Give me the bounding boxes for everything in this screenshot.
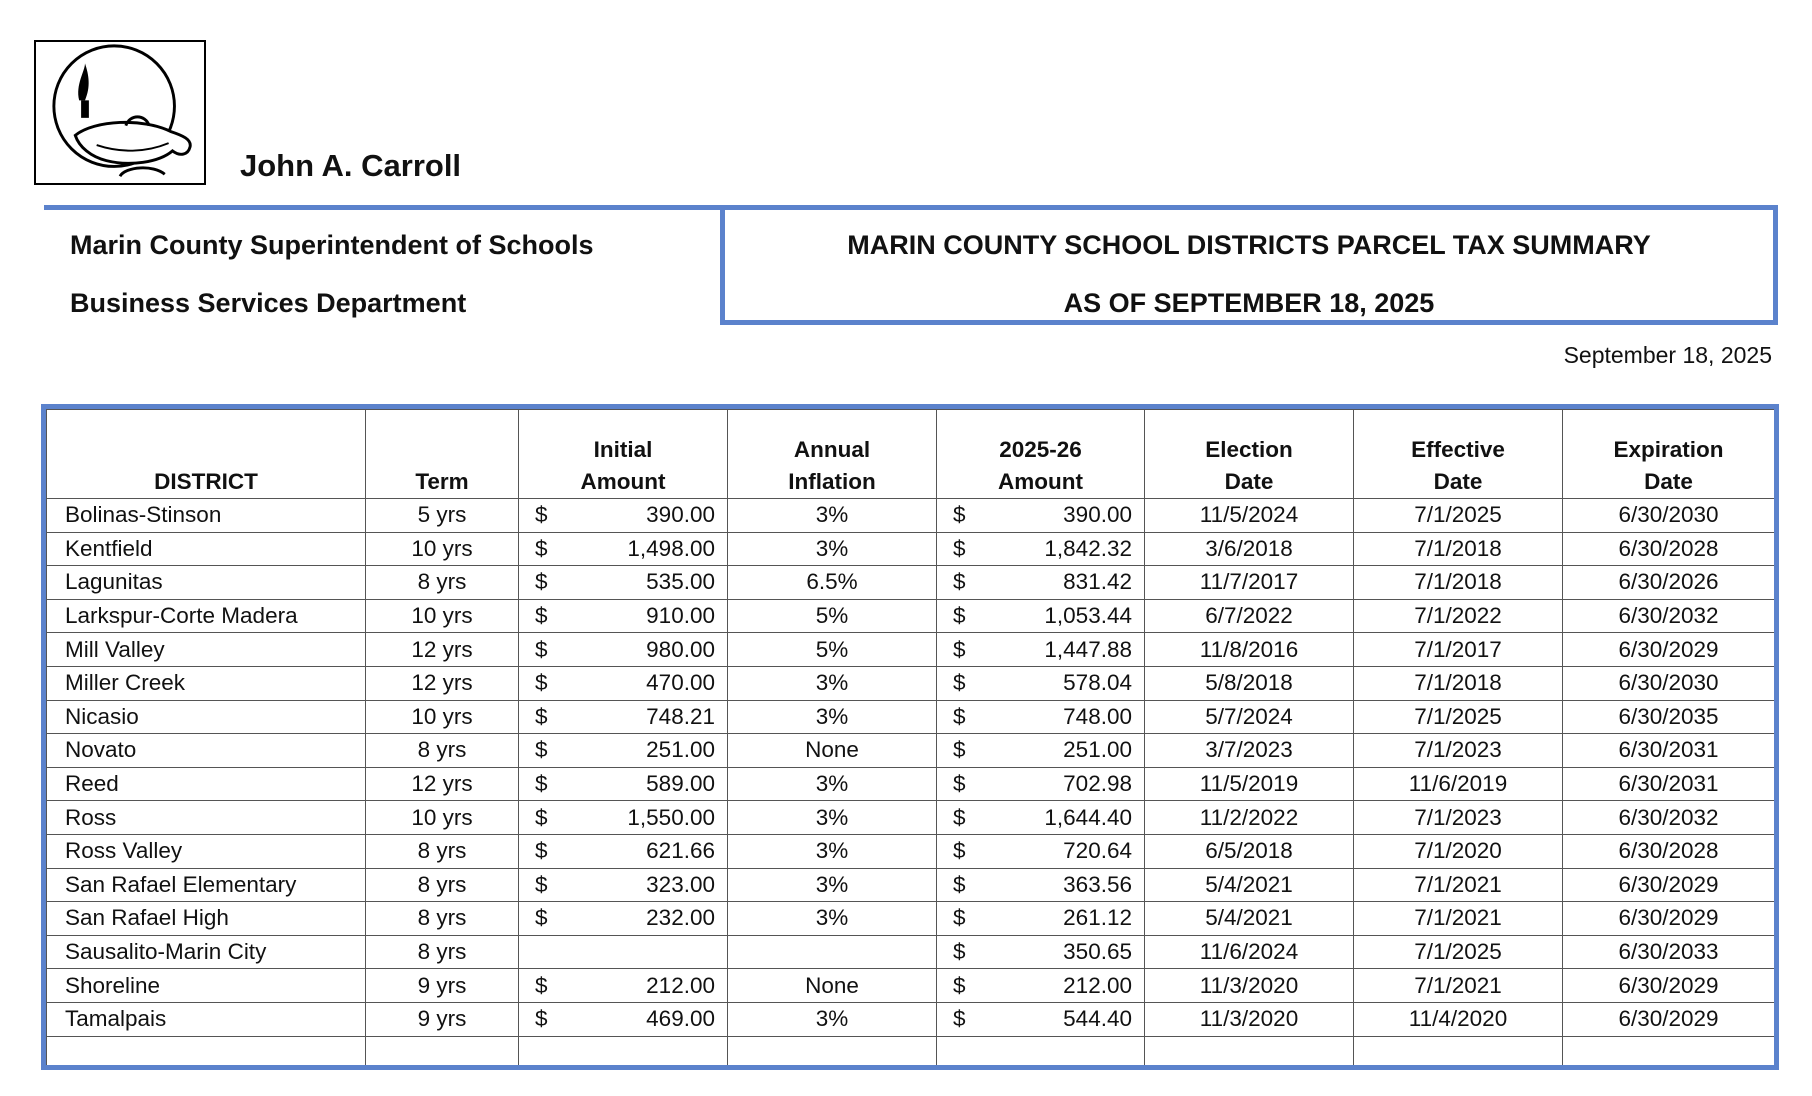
cell-district: Kentfield [47, 532, 366, 566]
table-row [47, 801, 1775, 835]
current-amount-value: 251.00 [1063, 737, 1132, 763]
cell-effective-date: 7/1/2021 [1354, 868, 1563, 902]
report-date: September 18, 2025 [1563, 342, 1772, 368]
cell-district: Reed [47, 767, 366, 801]
column-header-effective-date: Effective Date [1354, 410, 1563, 499]
cell-term: 8 yrs [366, 902, 519, 936]
currency-symbol: $ [953, 502, 966, 528]
cell-annual-inflation: None [728, 734, 937, 768]
table-row [47, 666, 1775, 700]
cell-expiration-date: 6/30/2029 [1563, 1002, 1775, 1036]
cell-effective-date: 7/1/2022 [1354, 599, 1563, 633]
cell-annual-inflation: None [728, 969, 937, 1003]
cell-initial-amount [519, 1002, 728, 1036]
cell-election-date: 3/6/2018 [1145, 532, 1354, 566]
initial-amount-value: 1,498.00 [627, 535, 715, 561]
cell-district: Novato [47, 734, 366, 768]
table-row [47, 834, 1775, 868]
cell-district: Miller Creek [47, 666, 366, 700]
initial-amount-value: 621.66 [646, 838, 715, 864]
currency-symbol: $ [953, 771, 966, 797]
cell-term: 10 yrs [366, 599, 519, 633]
cell-district: Sausalito-Marin City [47, 935, 366, 969]
cell-district: Nicasio [47, 700, 366, 734]
cell-expiration-date: 6/30/2028 [1563, 834, 1775, 868]
cell-annual-inflation: 3% [728, 868, 937, 902]
cell-initial-amount [519, 734, 728, 768]
cell-election-date: 11/6/2024 [1145, 935, 1354, 969]
currency-symbol: $ [953, 972, 966, 998]
cell-annual-inflation: 3% [728, 902, 937, 936]
cell-current-amount [937, 599, 1145, 633]
cell-term: 9 yrs [366, 969, 519, 1003]
column-header-term: Term [366, 410, 519, 499]
cell-annual-inflation: 3% [728, 834, 937, 868]
cell-current-amount [937, 834, 1145, 868]
cell-initial-amount [519, 902, 728, 936]
cell-election-date: 11/2/2022 [1145, 801, 1354, 835]
cell-election-date: 5/4/2021 [1145, 868, 1354, 902]
report-subtitle: AS OF SEPTEMBER 18, 2025 [1063, 288, 1435, 318]
cell-effective-date: 7/1/2018 [1354, 566, 1563, 600]
cell-initial-amount [519, 868, 728, 902]
currency-symbol: $ [953, 905, 966, 931]
initial-amount-value: 470.00 [646, 670, 715, 696]
cell-current-amount [937, 969, 1145, 1003]
column-header-current-amount: 2025-26 Amount [937, 410, 1145, 499]
initial-amount-value: 469.00 [646, 1006, 715, 1032]
currency-symbol: $ [535, 905, 548, 931]
current-amount-value: 363.56 [1063, 871, 1132, 897]
current-amount-value: 748.00 [1063, 703, 1132, 729]
currency-symbol: $ [535, 703, 548, 729]
currency-symbol: $ [953, 939, 966, 965]
logo-drawing [36, 42, 204, 183]
cell-initial-amount [519, 599, 728, 633]
cell-term: 10 yrs [366, 700, 519, 734]
cell-term: 12 yrs [366, 666, 519, 700]
currency-symbol: $ [535, 502, 548, 528]
cell-district: Lagunitas [47, 566, 366, 600]
cell-effective-date: 7/1/2021 [1354, 902, 1563, 936]
cell-effective-date: 7/1/2025 [1354, 935, 1563, 969]
table-row [47, 969, 1775, 1003]
table-row [47, 599, 1775, 633]
cell-expiration-date: 6/30/2029 [1563, 902, 1775, 936]
currency-symbol: $ [953, 871, 966, 897]
cell-initial-amount [519, 834, 728, 868]
cell-term: 10 yrs [366, 801, 519, 835]
currency-symbol: $ [953, 838, 966, 864]
cell-district: Mill Valley [47, 633, 366, 667]
cell-expiration-date: 6/30/2031 [1563, 734, 1775, 768]
cell-effective-date: 7/1/2020 [1354, 834, 1563, 868]
cell-effective-date: 7/1/2023 [1354, 801, 1563, 835]
signer-name: John A. Carroll [240, 148, 462, 183]
currency-symbol: $ [535, 972, 548, 998]
currency-symbol: $ [535, 569, 548, 595]
cell-initial-amount [519, 666, 728, 700]
table-row [47, 532, 1775, 566]
cell-annual-inflation: 5% [728, 633, 937, 667]
department-name: Business Services Department [70, 288, 467, 318]
currency-symbol: $ [953, 603, 966, 629]
cell-district: Larkspur-Corte Madera [47, 599, 366, 633]
cell-current-amount [937, 566, 1145, 600]
organization-name: Marin County Superintendent of Schools [70, 230, 594, 260]
currency-symbol: $ [953, 1006, 966, 1032]
cell-initial-amount [519, 767, 728, 801]
table-row [47, 767, 1775, 801]
table-row [47, 499, 1775, 533]
parcel-tax-table [46, 409, 1775, 1070]
cell-district: Ross Valley [47, 834, 366, 868]
currency-symbol: $ [535, 804, 548, 830]
column-header-annual-inflation: Annual Inflation [728, 410, 937, 499]
initial-amount-value: 212.00 [646, 972, 715, 998]
column-header-initial-amount: Initial Amount [519, 410, 728, 499]
table-row [47, 935, 1775, 969]
cell-term: 5 yrs [366, 499, 519, 533]
cell-current-amount [937, 532, 1145, 566]
current-amount-value: 720.64 [1063, 838, 1132, 864]
initial-amount-value: 390.00 [646, 502, 715, 528]
currency-symbol: $ [953, 804, 966, 830]
table-row [47, 700, 1775, 734]
column-header-district: DISTRICT [47, 410, 366, 499]
current-amount-value: 702.98 [1063, 771, 1132, 797]
cell-current-amount [937, 499, 1145, 533]
organization-block [44, 205, 720, 325]
cell-annual-inflation: 3% [728, 532, 937, 566]
cell-election-date: 11/3/2020 [1145, 969, 1354, 1003]
cell-expiration-date: 6/30/2029 [1563, 633, 1775, 667]
cell-annual-inflation: 3% [728, 499, 937, 533]
cell-district: Shoreline [47, 969, 366, 1003]
cell-expiration-date: 6/30/2030 [1563, 666, 1775, 700]
currency-symbol: $ [953, 737, 966, 763]
cell-annual-inflation: 6.5% [728, 566, 937, 600]
cell-expiration-date: 6/30/2028 [1563, 532, 1775, 566]
cell-election-date: 11/5/2024 [1145, 499, 1354, 533]
cell-initial-amount [519, 969, 728, 1003]
cell-annual-inflation: 3% [728, 767, 937, 801]
cell-effective-date: 7/1/2018 [1354, 532, 1563, 566]
cell-effective-date: 11/4/2020 [1354, 1002, 1563, 1036]
column-header-expiration-date: Expiration Date [1563, 410, 1775, 499]
cell-election-date: 5/8/2018 [1145, 666, 1354, 700]
cell-current-amount [937, 1002, 1145, 1036]
initial-amount-value: 980.00 [646, 636, 715, 662]
cell-initial-amount [519, 700, 728, 734]
current-amount-value: 350.65 [1063, 939, 1132, 965]
cell-annual-inflation: 5% [728, 599, 937, 633]
current-amount-value: 1,842.32 [1044, 535, 1132, 561]
current-amount-value: 1,644.40 [1044, 804, 1132, 830]
cell-term: 12 yrs [366, 767, 519, 801]
cell-annual-inflation: 3% [728, 700, 937, 734]
column-header-election-date: Election Date [1145, 410, 1354, 499]
currency-symbol: $ [953, 636, 966, 662]
cell-effective-date: 7/1/2021 [1354, 969, 1563, 1003]
empty-cell [728, 1036, 937, 1070]
cell-effective-date: 11/6/2019 [1354, 767, 1563, 801]
initial-amount-value: 323.00 [646, 871, 715, 897]
empty-cell [1145, 1036, 1354, 1070]
currency-symbol: $ [535, 535, 548, 561]
cell-annual-inflation [728, 935, 937, 969]
current-amount-value: 1,447.88 [1044, 636, 1132, 662]
cell-election-date: 3/7/2023 [1145, 734, 1354, 768]
cell-initial-amount [519, 499, 728, 533]
current-amount-value: 390.00 [1063, 502, 1132, 528]
current-amount-value: 261.12 [1063, 905, 1132, 931]
cell-current-amount [937, 633, 1145, 667]
cell-expiration-date: 6/30/2029 [1563, 969, 1775, 1003]
cell-effective-date: 7/1/2023 [1354, 734, 1563, 768]
cell-district: Tamalpais [47, 1002, 366, 1036]
cell-annual-inflation: 3% [728, 801, 937, 835]
table-body [47, 499, 1775, 1070]
cell-initial-amount [519, 633, 728, 667]
cell-expiration-date: 6/30/2035 [1563, 700, 1775, 734]
current-amount-value: 578.04 [1063, 670, 1132, 696]
cell-expiration-date: 6/30/2030 [1563, 499, 1775, 533]
current-amount-value: 831.42 [1063, 569, 1132, 595]
cell-current-amount [937, 666, 1145, 700]
cell-election-date: 6/7/2022 [1145, 599, 1354, 633]
cell-initial-amount [519, 532, 728, 566]
cell-election-date: 5/7/2024 [1145, 700, 1354, 734]
cell-current-amount [937, 734, 1145, 768]
currency-symbol: $ [953, 569, 966, 595]
cell-district: Ross [47, 801, 366, 835]
cell-term: 8 yrs [366, 566, 519, 600]
cell-term: 10 yrs [366, 532, 519, 566]
cell-expiration-date: 6/30/2031 [1563, 767, 1775, 801]
cell-term: 12 yrs [366, 633, 519, 667]
empty-cell [47, 1036, 366, 1070]
cell-election-date: 5/4/2021 [1145, 902, 1354, 936]
currency-symbol: $ [535, 771, 548, 797]
parcel-tax-table-frame [41, 404, 1779, 1070]
initial-amount-value: 232.00 [646, 905, 715, 931]
cell-expiration-date: 6/30/2029 [1563, 868, 1775, 902]
cell-district: Bolinas-Stinson [47, 499, 366, 533]
cell-current-amount [937, 935, 1145, 969]
empty-cell [1563, 1036, 1775, 1070]
cell-election-date: 11/5/2019 [1145, 767, 1354, 801]
cell-effective-date: 7/1/2025 [1354, 700, 1563, 734]
cell-effective-date: 7/1/2025 [1354, 499, 1563, 533]
cell-election-date: 11/7/2017 [1145, 566, 1354, 600]
table-row [47, 734, 1775, 768]
currency-symbol: $ [535, 603, 548, 629]
cell-term: 8 yrs [366, 868, 519, 902]
empty-cell [937, 1036, 1145, 1070]
cell-current-amount [937, 902, 1145, 936]
oil-lamp-icon [34, 40, 206, 185]
table-filler-row [47, 1036, 1775, 1070]
empty-cell [366, 1036, 519, 1070]
cell-term: 8 yrs [366, 834, 519, 868]
current-amount-value: 544.40 [1063, 1006, 1132, 1032]
cell-expiration-date: 6/30/2026 [1563, 566, 1775, 600]
cell-election-date: 11/3/2020 [1145, 1002, 1354, 1036]
initial-amount-value: 535.00 [646, 569, 715, 595]
initial-amount-value: 910.00 [646, 603, 715, 629]
cell-annual-inflation: 3% [728, 666, 937, 700]
currency-symbol: $ [953, 703, 966, 729]
cell-term: 8 yrs [366, 734, 519, 768]
cell-current-amount [937, 868, 1145, 902]
cell-initial-amount [519, 801, 728, 835]
currency-symbol: $ [953, 535, 966, 561]
cell-election-date: 11/8/2016 [1145, 633, 1354, 667]
initial-amount-value: 589.00 [646, 771, 715, 797]
cell-effective-date: 7/1/2017 [1354, 633, 1563, 667]
cell-initial-amount [519, 566, 728, 600]
table-row [47, 1002, 1775, 1036]
cell-expiration-date: 6/30/2033 [1563, 935, 1775, 969]
initial-amount-value: 1,550.00 [627, 804, 715, 830]
table-header-row [47, 410, 1775, 499]
empty-cell [519, 1036, 728, 1070]
empty-cell [1354, 1036, 1563, 1070]
cell-expiration-date: 6/30/2032 [1563, 599, 1775, 633]
currency-symbol: $ [535, 871, 548, 897]
table-row [47, 868, 1775, 902]
initial-amount-value: 748.21 [646, 703, 715, 729]
cell-expiration-date: 6/30/2032 [1563, 801, 1775, 835]
cell-current-amount [937, 801, 1145, 835]
currency-symbol: $ [953, 670, 966, 696]
table-row [47, 566, 1775, 600]
table-row [47, 902, 1775, 936]
currency-symbol: $ [535, 838, 548, 864]
cell-election-date: 6/5/2018 [1145, 834, 1354, 868]
cell-term: 8 yrs [366, 935, 519, 969]
cell-district: San Rafael High [47, 902, 366, 936]
table-row [47, 633, 1775, 667]
initial-amount-value: 251.00 [646, 737, 715, 763]
cell-current-amount [937, 700, 1145, 734]
currency-symbol: $ [535, 670, 548, 696]
cell-district: San Rafael Elementary [47, 868, 366, 902]
cell-initial-amount [519, 935, 728, 969]
cell-term: 9 yrs [366, 1002, 519, 1036]
cell-annual-inflation: 3% [728, 1002, 937, 1036]
currency-symbol: $ [535, 1006, 548, 1032]
report-title-box [720, 205, 1778, 325]
current-amount-value: 212.00 [1063, 972, 1132, 998]
current-amount-value: 1,053.44 [1044, 603, 1132, 629]
cell-effective-date: 7/1/2018 [1354, 666, 1563, 700]
cell-current-amount [937, 767, 1145, 801]
report-title: MARIN COUNTY SCHOOL DISTRICTS PARCEL TAX SUMMARY [847, 230, 1651, 260]
currency-symbol: $ [535, 737, 548, 763]
currency-symbol: $ [535, 636, 548, 662]
